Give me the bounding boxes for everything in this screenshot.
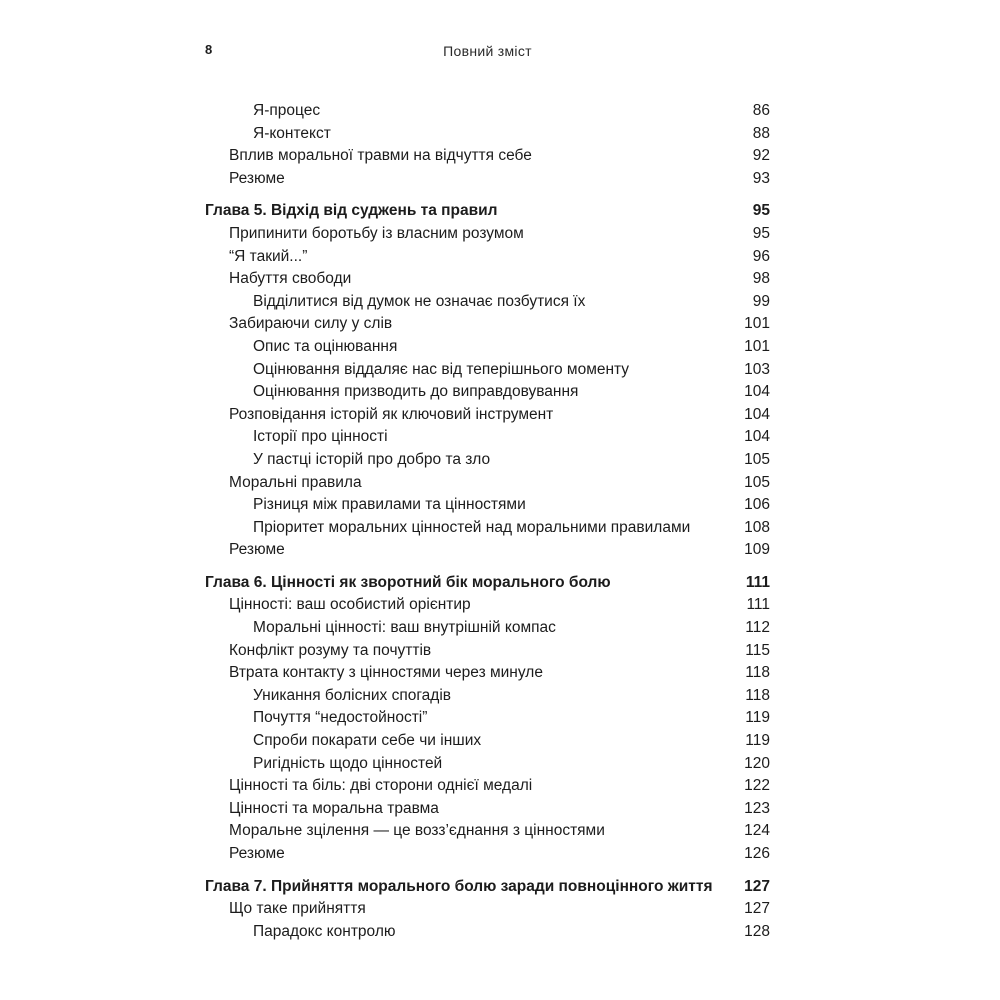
toc-entry (205, 798, 770, 821)
toc-entry (205, 268, 770, 291)
toc-entry-title: Почуття “недостойності” (253, 709, 428, 727)
toc-entry (205, 168, 770, 191)
toc-entry-page-number: 120 (744, 754, 770, 772)
toc-entry-page-number: 98 (752, 270, 770, 288)
toc-entry-page-number: 93 (752, 169, 770, 187)
toc-entry-title: Вплив моральної травми на відчуття себе (229, 147, 532, 165)
toc-entry-page-number: 103 (744, 360, 770, 378)
toc-entry (205, 494, 770, 517)
toc-entry-page-number: 101 (744, 315, 770, 333)
toc-entry-title: Оцінювання віддаляє нас від теперішнього моменту (253, 360, 630, 378)
toc-entry (205, 662, 770, 685)
toc-entry-page-number: 104 (744, 405, 770, 423)
toc-entry-page-number: 104 (744, 383, 770, 401)
toc-entry-page-number: 123 (744, 799, 770, 817)
toc-entry (205, 200, 770, 223)
toc-entry-page-number: 124 (744, 822, 770, 840)
toc-entry-page-number: 101 (744, 337, 770, 355)
toc-entry (205, 594, 770, 617)
toc-entry-title: Резюме (229, 845, 285, 862)
toc-entry (205, 359, 770, 382)
toc-entry-page-number: 111 (746, 596, 770, 614)
toc-entry (205, 100, 770, 123)
running-head: Повний зміст (443, 43, 532, 59)
toc-entry (205, 843, 770, 866)
toc-entry-title: Опис та оцінювання (253, 337, 398, 355)
toc-entry-title: Припинити боротьбу із власним розумом (229, 224, 524, 242)
toc-entry (205, 404, 770, 427)
toc-entry-title: Цінності та моральна травма (229, 799, 439, 817)
toc-entry-page-number: 115 (745, 641, 770, 659)
toc-entry (205, 291, 770, 314)
toc-entry-page-number: 118 (745, 686, 770, 704)
toc-entry (205, 898, 770, 921)
toc-entry-page-number: 119 (745, 732, 770, 750)
toc-list (205, 100, 770, 943)
toc-entry-title: Цінності та біль: дві сторони однієї медалі (229, 777, 533, 795)
toc-entry-title: Уникання болісних спогадів (253, 686, 452, 704)
toc-entry-page-number: 105 (744, 473, 770, 491)
toc-entry-page-number: 111 (745, 573, 770, 591)
toc-entry (205, 707, 770, 730)
toc-entry-page-number: 109 (744, 541, 770, 559)
toc-entry (205, 517, 770, 540)
toc-entry (205, 572, 770, 595)
toc-entry-page-number: 127 (744, 877, 770, 895)
toc-entry-title: Пріоритет моральних цінностей над моральними правилами (253, 518, 691, 536)
toc-entry-page-number: 106 (744, 496, 770, 514)
toc-entry-title: Спроби покарати себе чи інших (253, 732, 482, 750)
toc-entry-title: Глава 7. Прийняття морального болю заради повноцінного життя (205, 877, 713, 895)
toc-entry (205, 336, 770, 359)
toc-entry-page-number: 99 (752, 292, 770, 310)
toc-entry (205, 145, 770, 168)
toc-entry-page-number: 118 (745, 664, 770, 682)
toc-entry (205, 820, 770, 843)
toc-entry (205, 617, 770, 640)
toc-entry (205, 223, 770, 246)
toc-entry (205, 472, 770, 495)
toc-entry-page-number: 96 (752, 247, 770, 265)
toc-entry (205, 685, 770, 708)
toc-entry (205, 426, 770, 449)
toc-entry-title: “Я такий...” (229, 247, 308, 265)
toc-entry-title: Я-процес (253, 102, 321, 119)
toc-entry (205, 730, 770, 753)
toc-entry-title: У пастці історій про добро та зло (253, 450, 491, 468)
toc-entry-title: Я-контекст (253, 124, 331, 142)
toc-entry-title: Цінності: ваш особистий орієнтир (229, 596, 471, 614)
toc-entry-page-number: 127 (744, 900, 770, 918)
toc-entry-page-number: 88 (752, 124, 770, 142)
toc-entry-title: Глава 6. Цінності як зворотний бік морального болю (205, 573, 611, 591)
toc-entry-page-number: 95 (752, 202, 770, 220)
toc-entry-page-number: 92 (752, 147, 770, 165)
toc-entry-page-number: 122 (744, 777, 770, 795)
toc-entry (205, 539, 770, 562)
toc-entry-title: Конфлікт розуму та почуттів (229, 641, 432, 659)
toc-entry-title: Забираючи силу у слів (229, 315, 393, 333)
toc-entry-title: Ригідність щодо цінностей (253, 754, 443, 772)
toc-entry-title: Резюме (229, 541, 285, 559)
toc-entry (205, 876, 770, 899)
toc-entry (205, 449, 770, 472)
toc-entry-title: Моральне зцілення — це возз’єднання з цінностями (229, 822, 605, 840)
toc-entry-title: Парадокс контролю (253, 922, 396, 940)
toc-entry-page-number: 104 (744, 428, 770, 446)
toc-entry-page-number: 128 (744, 922, 770, 940)
toc-entry-title: Глава 5. Відхід від суджень та правил (205, 202, 498, 220)
toc-entry (205, 640, 770, 663)
page-header (205, 42, 770, 62)
toc-entry (205, 123, 770, 146)
toc-entry-title: Резюме (229, 169, 285, 187)
toc-entry-page-number: 86 (752, 102, 770, 119)
toc-entry (205, 313, 770, 336)
toc-entry-title: Моральні правила (229, 473, 362, 491)
toc-entry-page-number: 108 (744, 518, 770, 536)
toc-entry-title: Історії про цінності (253, 428, 388, 446)
toc-entry (205, 246, 770, 269)
toc-entry (205, 381, 770, 404)
toc-entry (205, 753, 770, 776)
toc-entry-page-number: 105 (744, 450, 770, 468)
toc-entry-page-number: 95 (752, 224, 770, 242)
toc-entry (205, 921, 770, 944)
toc-entry-title: Відділитися від думок не означає позбутися їх (253, 292, 586, 310)
toc-entry-title: Оцінювання призводить до виправдовування (253, 383, 579, 401)
page-number: 8 (205, 42, 213, 57)
toc-entry-page-number: 119 (745, 709, 770, 727)
toc-entry-title: Різниця між правилами та цінностями (253, 496, 526, 514)
toc-entry-title: Втрата контакту з цінностями через минуле (229, 664, 543, 682)
toc-entry-title: Що таке прийняття (229, 900, 366, 918)
toc-entry-title: Розповідання історій як ключовий інструмент (229, 405, 554, 423)
toc-entry-title: Моральні цінності: ваш внутрішній компас (253, 619, 556, 637)
toc-entry-page-number: 112 (745, 619, 770, 637)
toc-entry (205, 775, 770, 798)
toc-entry-title: Набуття свободи (229, 270, 352, 288)
toc-entry-page-number: 126 (744, 845, 770, 862)
